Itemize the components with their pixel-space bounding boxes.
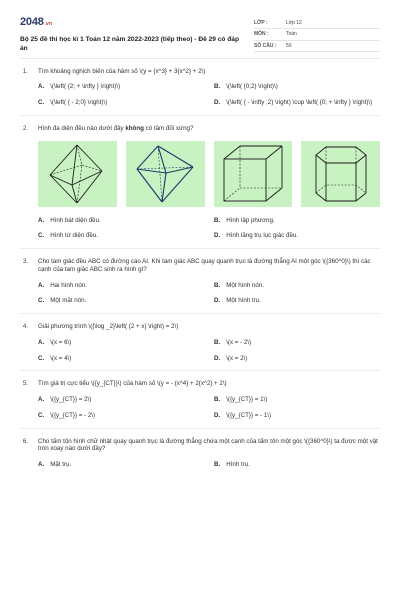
option-label: C.: [38, 411, 45, 419]
option-c[interactable]: [38, 232, 204, 240]
document-header: [20, 16, 380, 59]
option-a[interactable]: [38, 396, 204, 404]
option-label: B.: [214, 281, 221, 289]
option-text: \(\left( { - 2;0} \right)\): [50, 99, 108, 107]
option-label: B.: [214, 83, 221, 91]
meta-key: LỚP :: [254, 20, 268, 26]
option-label: B.: [214, 396, 221, 404]
question-text: [38, 125, 380, 133]
option-text: Một mặt nón.: [50, 297, 87, 305]
option-label: D.: [214, 297, 221, 305]
option-a[interactable]: [38, 83, 204, 91]
option-text: Một hình trụ.: [226, 297, 261, 305]
option-d[interactable]: [214, 232, 380, 240]
tetrahedron-illustration: [132, 143, 198, 205]
question-stem: [20, 258, 380, 274]
option-text: \({y_{CT}} = 1\): [226, 396, 268, 404]
question-text: Cho tấm tôn hình chữ nhật quay quanh trục là đường thẳng chứa một cạnh của tấm tôn một góc \({360^0}\) ta được một vật tròn xoay nào dưới đây?: [38, 437, 378, 453]
option-a[interactable]: [38, 217, 204, 225]
option-c[interactable]: [38, 297, 204, 305]
octahedron-illustration: [44, 143, 110, 205]
option-b[interactable]: [214, 217, 380, 225]
option-label: C.: [38, 297, 45, 305]
question-stem: [20, 380, 380, 388]
answer-options: [20, 274, 380, 314]
option-a[interactable]: [38, 339, 204, 347]
question-stem: [20, 323, 380, 331]
question-number: 2.: [22, 124, 28, 132]
option-b[interactable]: [214, 461, 380, 469]
option-c[interactable]: [38, 412, 204, 420]
question-number: 6.: [22, 437, 28, 445]
option-text: \({y_{CT}} = - 1\): [226, 411, 272, 419]
question-4: [20, 314, 380, 371]
answer-options: [20, 388, 380, 428]
question-stem: [20, 68, 380, 76]
option-text: Hình bát diện đều.: [50, 216, 101, 224]
meta-value: 50: [286, 42, 292, 49]
option-b[interactable]: [214, 282, 380, 290]
option-text: Hình trụ.: [226, 461, 250, 469]
option-b[interactable]: [214, 396, 380, 404]
figure-hexagonal-prism: [301, 141, 380, 207]
answer-options: [20, 75, 380, 115]
option-label: C.: [38, 354, 45, 362]
header-left: [20, 16, 240, 54]
option-a[interactable]: [38, 282, 204, 290]
option-label: C.: [38, 232, 45, 240]
option-d[interactable]: [214, 99, 380, 107]
option-c[interactable]: [38, 355, 204, 363]
option-label: A.: [38, 396, 45, 404]
figure-cube: [214, 141, 293, 207]
option-text: \(x = 2\): [226, 354, 248, 362]
option-text: Hình lập phương.: [226, 216, 275, 224]
question-5: [20, 371, 380, 428]
question-stem: [20, 125, 380, 133]
question-text: Tìm khoảng nghịch biến của hàm số \(y = {x^3} + 3{x^2} + 2\): [38, 67, 206, 75]
option-label: A.: [38, 338, 45, 346]
question-2: [20, 116, 380, 249]
document-meta: [254, 18, 380, 52]
option-b[interactable]: [214, 83, 380, 91]
option-text: \({y_{CT}} = 2\): [50, 396, 92, 404]
question-number: 3.: [22, 258, 28, 266]
option-label: D.: [214, 354, 221, 362]
meta-key: MÔN :: [254, 31, 269, 38]
answer-options: [20, 453, 380, 477]
question-text-before: Hình đa diện đều nào dưới đây: [38, 124, 126, 132]
option-d[interactable]: [214, 412, 380, 420]
hexagonal-prism-illustration: [308, 143, 374, 205]
question-stem: [20, 438, 380, 454]
meta-value: Toán: [286, 31, 297, 38]
question-text: Cho tam giác đều ABC có đường cao AI. Khi tam giác ABC quay quanh trục là đường thẳng AI một góc \({360^0}\) thì các cạnh của tam giác ABC sinh ra hình gì?: [38, 258, 371, 273]
logo-text: 2048: [20, 16, 44, 28]
option-label: B.: [214, 216, 221, 224]
answer-options: [20, 209, 380, 249]
option-label: A.: [38, 281, 45, 289]
option-text: \(x = - 2\): [226, 338, 252, 346]
option-text: Một hình nón.: [226, 281, 265, 289]
option-label: D.: [214, 411, 221, 419]
question-text: Giải phương trình \({\log _2}\left( {2 + x} \right) = 2\): [38, 323, 179, 331]
question-number: 1.: [22, 67, 28, 75]
question-1: [20, 59, 380, 116]
option-text: \(\left( {0;2} \right)\): [226, 83, 278, 91]
question-text: Tìm giá trị cực tiểu \({y_{CT}}\) của hàm số \(y = - {x^4} + 2{x^2} + 2\): [38, 380, 227, 388]
option-b[interactable]: [214, 339, 380, 347]
option-c[interactable]: [38, 99, 204, 107]
option-label: D.: [214, 99, 221, 107]
meta-row-count: [254, 41, 380, 52]
document-title: Bộ 25 đề thi học kì 1 Toán 12 năm 2022-2023 (tiếp theo) - Đề 29 có đáp án: [20, 35, 240, 52]
cube-illustration: [220, 143, 286, 205]
question-number: 5.: [22, 380, 28, 388]
option-text: \(x = 4\): [50, 354, 72, 362]
option-label: B.: [214, 461, 221, 469]
question-3: [20, 249, 380, 314]
option-text: Hai hình nón.: [50, 281, 87, 289]
option-label: A.: [38, 461, 45, 469]
question-figures: [20, 133, 380, 209]
option-text: Hình tứ diện đều.: [50, 232, 99, 240]
question-6: [20, 429, 380, 477]
option-label: A.: [38, 216, 45, 224]
answer-options: [20, 331, 380, 371]
option-d[interactable]: [214, 297, 380, 305]
option-a[interactable]: [38, 461, 204, 469]
question-text-emphasis: không: [125, 124, 144, 132]
option-text: Mặt trụ.: [50, 461, 72, 469]
meta-key: SỐ CÂU :: [254, 42, 277, 49]
figure-tetrahedron-net: [126, 141, 205, 207]
option-label: D.: [214, 232, 221, 240]
meta-row-subject: [254, 29, 380, 40]
figure-octahedron: [38, 141, 117, 207]
option-text: \(\left( { - \infty ;2} \right) \cup \left( {0; + \infty } \right)\): [226, 99, 373, 107]
meta-value: Lớp 12: [286, 20, 302, 26]
option-label: C.: [38, 99, 45, 107]
option-text: \(x = 6\): [50, 338, 72, 346]
option-label: B.: [214, 338, 221, 346]
logo-suffix: .vn: [44, 21, 52, 27]
option-text: \({y_{CT}} = - 2\): [50, 411, 96, 419]
option-d[interactable]: [214, 355, 380, 363]
meta-row-class: [254, 18, 380, 29]
question-text-after: có tâm đối xứng?: [143, 124, 194, 132]
site-logo[interactable]: [20, 16, 240, 30]
option-text: \(\left( {2; + \infty } \right)\): [50, 83, 121, 91]
option-text: Hình lăng trụ lục giác đều.: [226, 232, 299, 240]
option-label: A.: [38, 83, 45, 91]
question-number: 4.: [22, 323, 28, 331]
